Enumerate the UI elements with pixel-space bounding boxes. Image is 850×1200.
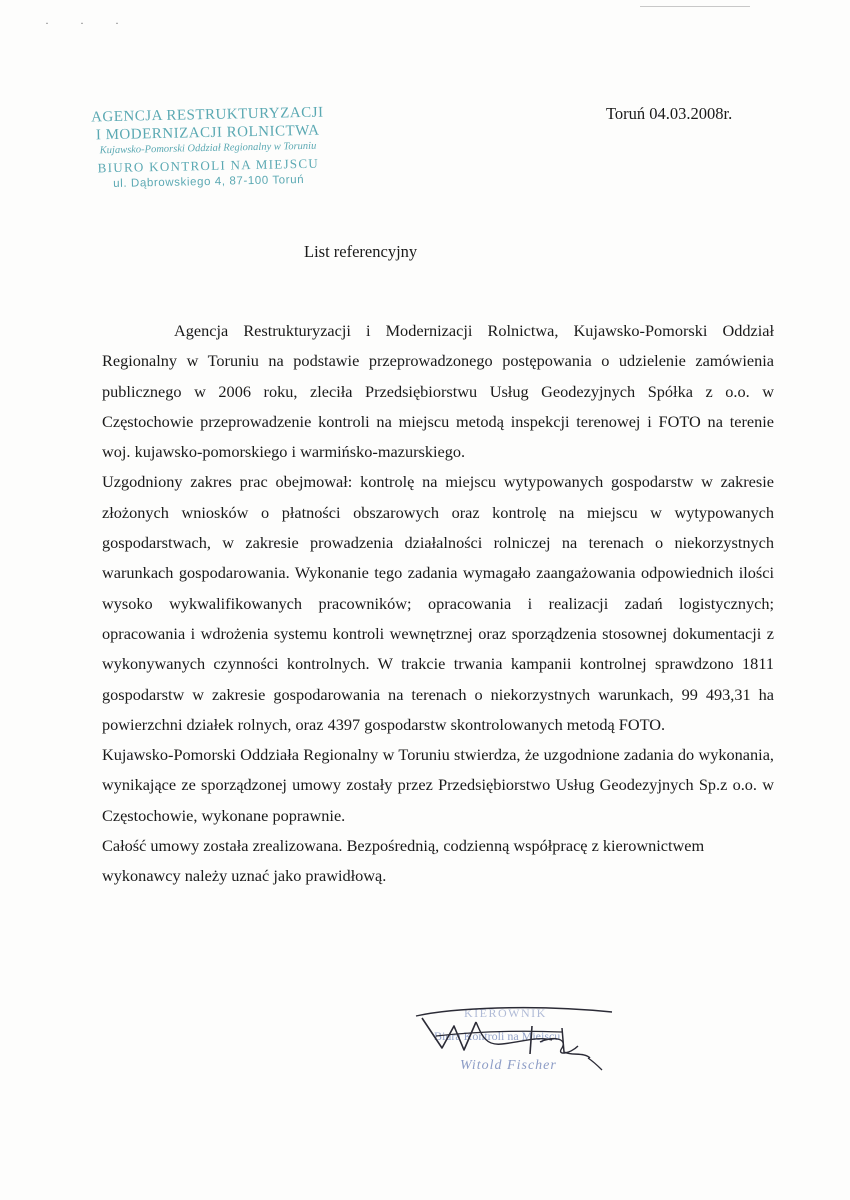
paragraph-scope: Uzgodniony zakres prac obejmował: kontrolę na miejscu wytypowanych gospodarstw w zakresie złożonych wniosków o płatności obszarowych oraz kontrolę na miejscu w wytypowanych gospodarstwach, w zakresie prowadzenia działalności rolniczej na terenach o niekorzystnych warunkach gospodarowania. Wykonanie tego zadania wymagało zaangażowania odpowiednich ilości wysoko wykwalifikowanych pracowników; opracowania i realizacji zadań logistycznych; opracowania i wdrożenia systemu kontroli wewnętrznej oraz sporządzenia stosownej dokumentacji z wykonywanych czynności kontrolnych. W trakcie trwania kampanii kontrolnej sprawdzono 1811 gospodarstw w zakresie gospodarowania na terenach o niekorzystnych warunkach, 99 493,31 ha powierzchni działek rolnych, oraz 4397 gospodarstw skontrolowanych metodą FOTO.	[102, 472, 774, 734]
signature-stamp-name: Witold Fischer	[460, 1058, 557, 1073]
paragraph-conclusion: Całość umowy została zrealizowana. Bezpośrednią, codzienną współpracę z kierownictwem wykonawcy należy uznać jako prawidłową.	[102, 836, 705, 886]
stamp-line-2: I MODERNIZACJI ROLNICTWA	[95, 122, 320, 144]
stamp-line-5: ul. Dąbrowskiego 4, 87-100 Toruń	[113, 173, 305, 190]
letter-body	[102, 316, 774, 892]
paragraph-assessment: Kujawsko-Pomorski Oddziała Regionalny w Toruniu stwierdza, że uzgodnione zadania do wykonania, wynikające ze sporządzonej umowy zostały przez Przedsiębiorstwo Usług Geodezyjnych Sp.z o.o. w Częstochowie, wykonane poprawnie.	[102, 745, 774, 825]
scan-artifact-dots: · · ·	[45, 16, 133, 30]
agency-stamp	[87, 105, 329, 190]
paragraph-intro: Agencja Restrukturyzacji i Modernizacji Rolnictwa, Kujawsko-Pomorski Oddział Regionalny w Toruniu na podstawie przeprowadzonego postępowania o udzielenie zamówienia publicznego w 2006 roku, zleciła Przedsiębiorstwu Usług Geodezyjnych Spółka z o.o. w Częstochowie przeprowadzenie kontroli na miejscu metodą inspekcji terenowej i FOTO na terenie woj. kujawsko-pomorskiego i warmińsko-mazurskiego.	[102, 321, 774, 462]
stamp-line-1: AGENCJA RESTRUKTURYZACJI	[90, 104, 324, 126]
stamp-line-4: BIURO KONTROLI NA MIEJSCU	[97, 155, 320, 175]
handwritten-signature	[412, 996, 622, 1086]
signature-stamp-title: KIEROWNIK	[464, 1006, 547, 1020]
signature-stamp-office: Biura Kontroli na Miejscu	[434, 1029, 561, 1043]
scan-artifact-line	[640, 6, 750, 7]
stamp-line-3: Kujawsko-Pomorski Oddział Regionalny w Toruniu	[99, 140, 317, 157]
letter-date: Toruń 04.03.2008r.	[606, 104, 733, 123]
signature-block	[418, 1000, 618, 1090]
letter-title: List referencyjny	[304, 242, 418, 261]
